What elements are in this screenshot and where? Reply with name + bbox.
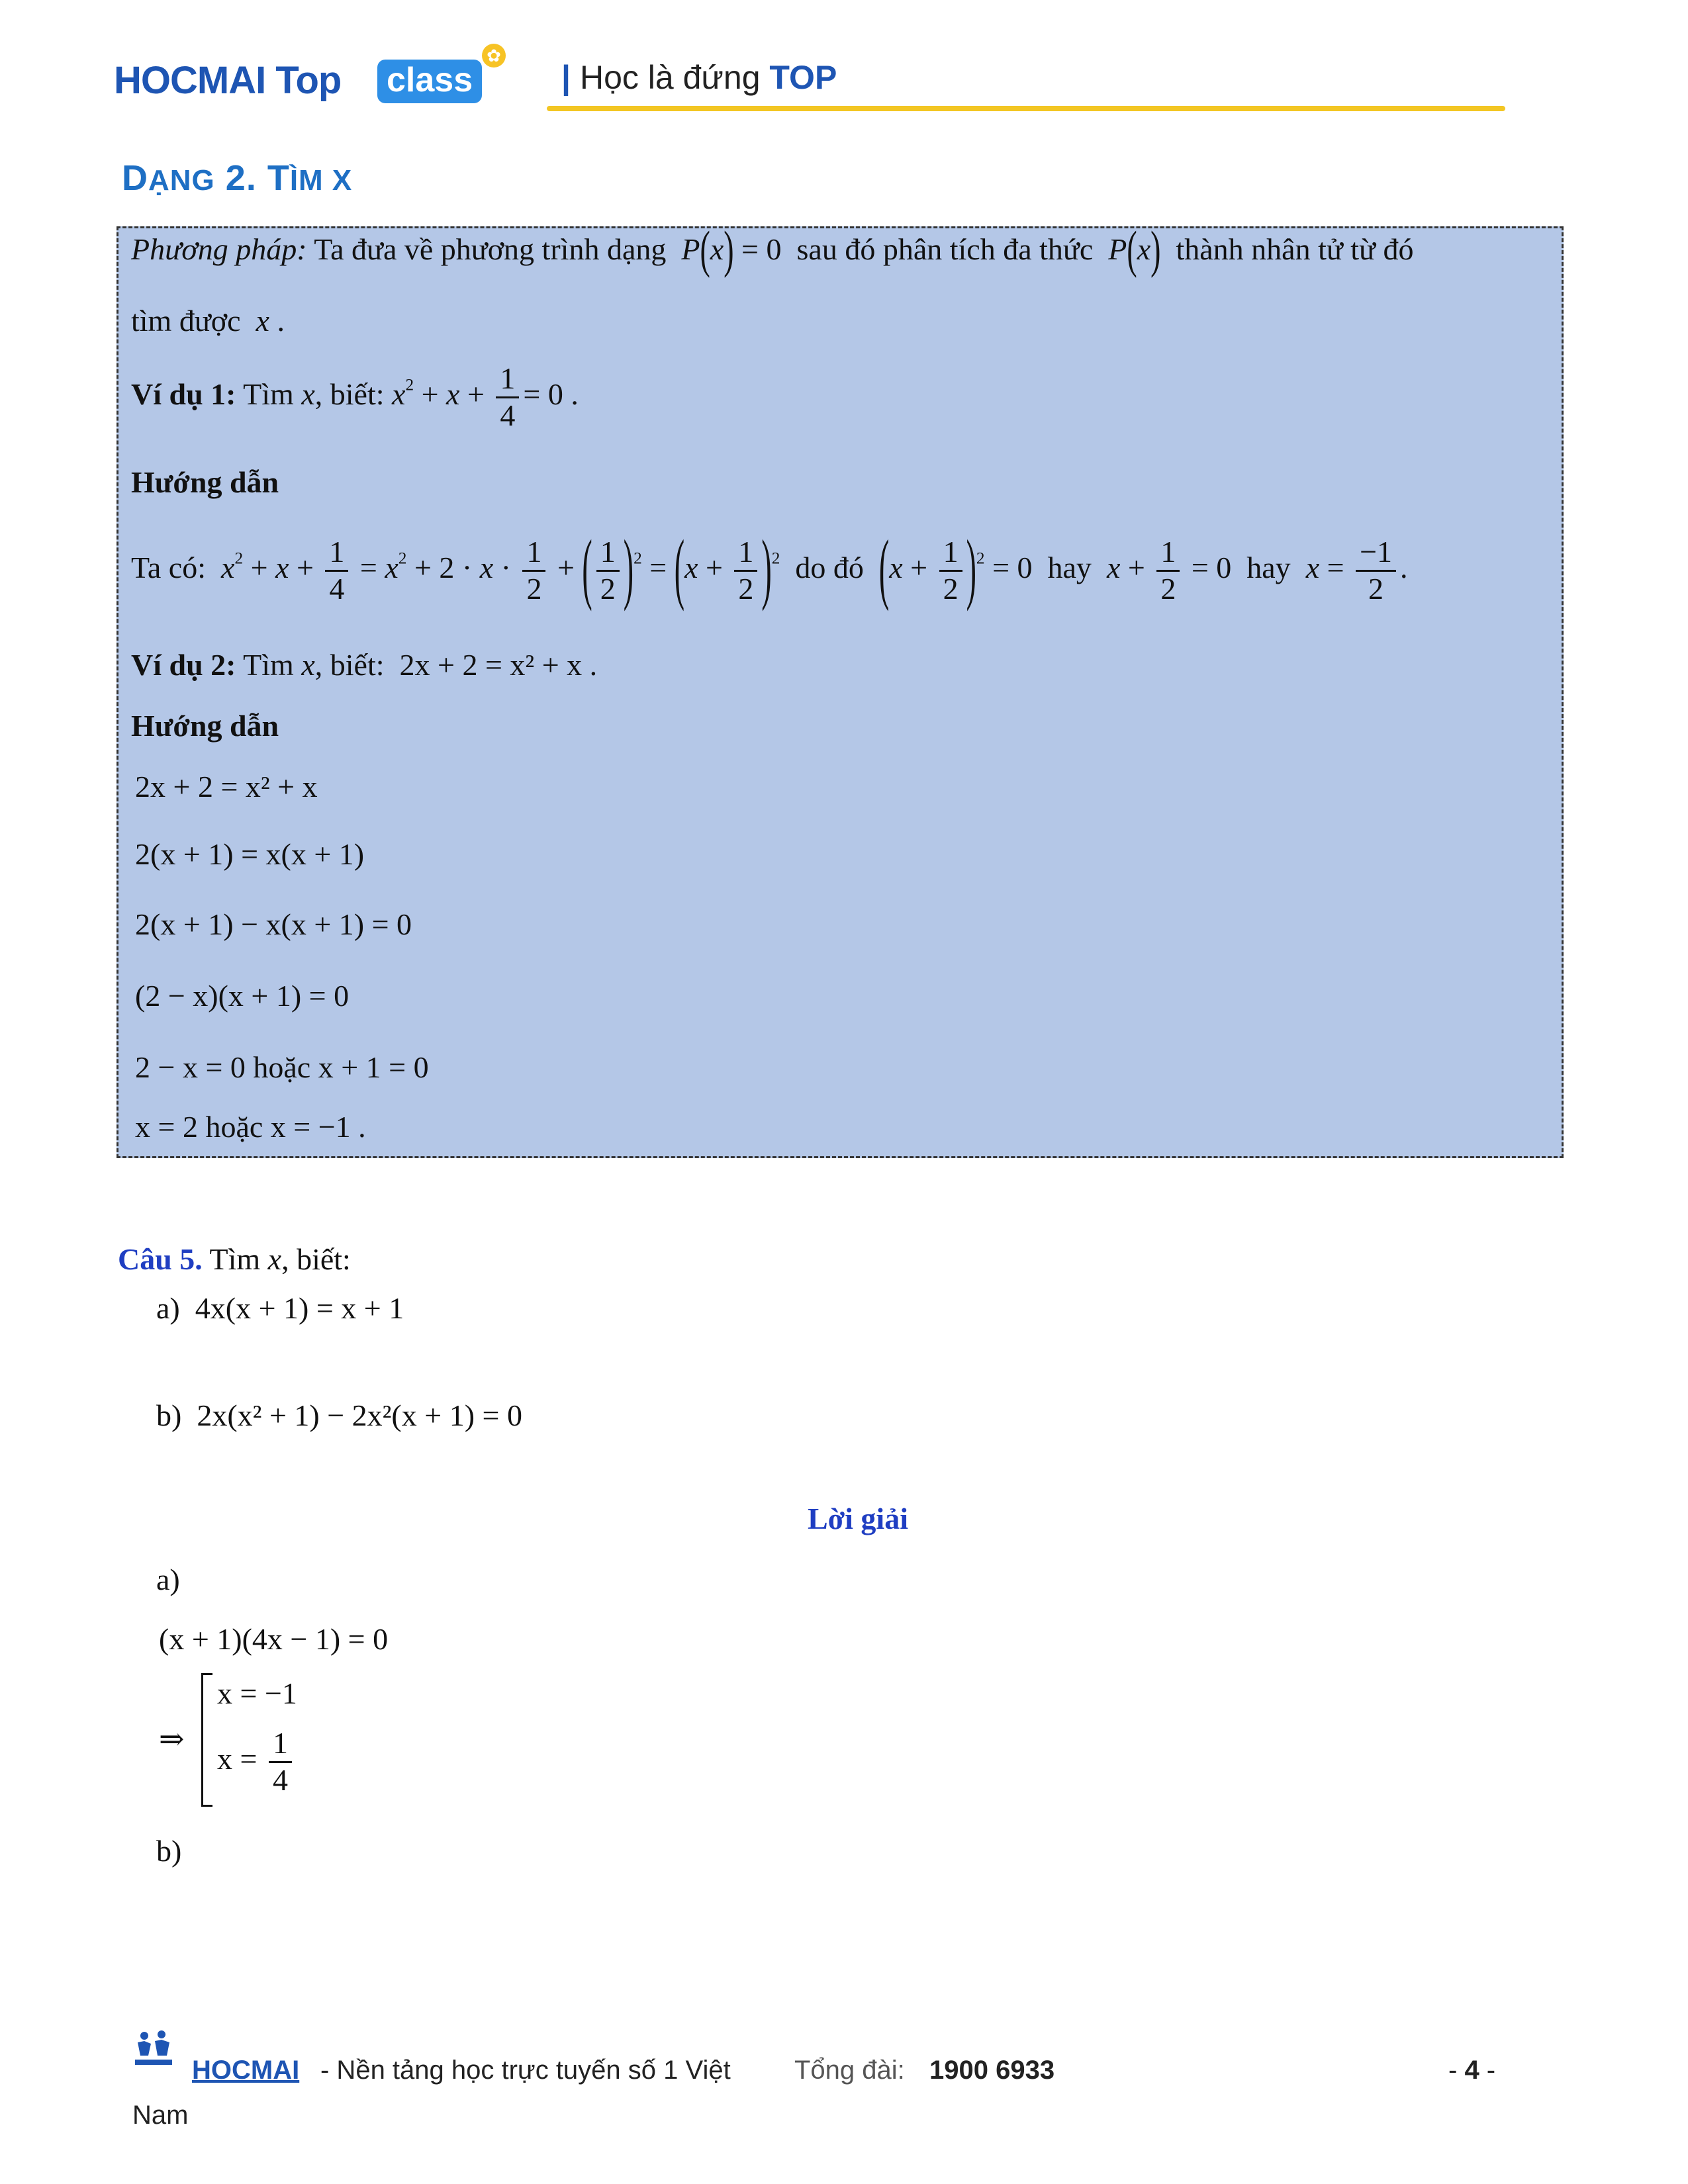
- example2-step: (2 − x)(x + 1) = 0: [135, 979, 350, 1013]
- question5-a: [156, 1291, 404, 1326]
- footer-brand-link[interactable]: HOCMAI: [192, 2056, 300, 2085]
- example2-step: 2(x + 1) = x(x + 1): [135, 837, 365, 871]
- example2-prompt: Tìm: [243, 648, 294, 682]
- example1-hay: hay: [1246, 550, 1291, 584]
- question5-prompt: Tìm: [209, 1242, 261, 1276]
- header-rule: [547, 106, 1505, 111]
- section-title: [122, 158, 352, 199]
- example2-step: 2 − x = 0 hoặc x + 1 = 0: [135, 1050, 429, 1084]
- solution-b-label: b): [156, 1834, 182, 1868]
- example2-equation: 2x + 2 = x² + x .: [399, 648, 598, 682]
- slogan-prefix: Học là đứng: [580, 59, 761, 96]
- logo-class-badge: class: [377, 60, 482, 103]
- section-title-part: ẠNG: [148, 164, 215, 197]
- example1-dodo: do đó: [795, 550, 864, 584]
- example1-statement: Ví dụ 1: Tìm x, biết: $x^2 + x$ + $\frac{1}{4}$ = 0 .: [131, 361, 579, 432]
- page-number-value: 4: [1464, 2056, 1479, 2085]
- slogan: [561, 58, 837, 97]
- method-text: Ta đưa về phương trình dạng: [314, 232, 667, 266]
- logo-top-text: Top: [275, 59, 342, 102]
- question5-label: Câu 5.: [118, 1242, 203, 1276]
- footer-hotline-label: Tổng đài:: [794, 2056, 905, 2085]
- question5-a-equation: 4x(x + 1) = x + 1: [195, 1291, 404, 1325]
- method-text: sau đó phân tích đa thức: [796, 232, 1094, 266]
- example2-guide: Hướng dẫn: [131, 709, 279, 743]
- question5-b-equation: 2x(x² + 1) − 2x²(x + 1) = 0: [197, 1398, 522, 1432]
- example1-prompt2: , biết:: [314, 377, 385, 411]
- method-line-1: Phương pháp: Ta đưa về phương trình dạng P(x) = 0 sau đó phân tích đa thức P(x) thành nhân tử từ đó: [131, 220, 1414, 278]
- solution-title: [808, 1501, 908, 1536]
- example1-prompt: Tìm: [243, 377, 294, 411]
- example2-statement: Ví dụ 2: Tìm x, biết: 2x + 2 = x² + x .: [131, 648, 598, 682]
- example1-solution: Ta có: $x^2 + x$ + $\frac{1}{4}$ = $x^2 + 2 \cdot x$ · $\frac{1}{2}$ + ( $\frac{1}{2}$ )$^2$ = (x + $\frac{1}{2}$ )$^2$ do đó (x + $\frac{1}{2}$ )$^2$ = 0 hay x + $\frac{1}{2}$ = 0 hay x = $\frac{-1}{2}$ .: [131, 523, 1408, 612]
- example1-label: Ví dụ 1:: [131, 377, 236, 411]
- solution-a-label: a): [156, 1563, 180, 1596]
- fraction: $\frac{1}{2}$: [522, 535, 545, 607]
- hocmai-logo: [114, 58, 341, 103]
- example1-taco: Ta có:: [131, 550, 207, 584]
- section-title-part: ÌM X: [289, 164, 353, 197]
- section-title-part: D: [122, 158, 148, 198]
- method-label: Phương pháp:: [131, 232, 307, 266]
- logo-hocmai-text: HOCMAI: [114, 59, 266, 102]
- root-2-lhs: x =: [217, 1741, 258, 1776]
- fraction: $\frac{1}{2}$: [596, 535, 620, 607]
- question5-b-label: b): [156, 1398, 182, 1432]
- footer-hotline: 1900 6933: [929, 2056, 1055, 2085]
- question5-a-label: a): [156, 1291, 180, 1325]
- solution-a-equation: (x + 1)(4x − 1) = 0: [159, 1622, 389, 1656]
- question5-statement: Câu 5. Tìm x, biết:: [118, 1242, 351, 1276]
- root-2: [217, 1726, 296, 1798]
- example2-step: 2(x + 1) − x(x + 1) = 0: [135, 907, 412, 941]
- example2-prompt2: , biết:: [314, 648, 385, 682]
- example1-hay: hay: [1047, 550, 1092, 584]
- slogan-top: TOP: [769, 59, 837, 96]
- example1-guide: Hướng dẫn: [131, 465, 279, 499]
- method-line-2: tìm được x .: [131, 304, 285, 338]
- page-number: - 4 -: [1448, 2056, 1496, 2085]
- slogan-divider: |: [561, 59, 571, 96]
- implies-symbol: ⇒: [159, 1722, 185, 1756]
- fraction: $\frac{1}{4}$: [269, 1726, 292, 1798]
- fraction: $\frac{1}{2}$: [734, 535, 757, 607]
- question5-prompt2: , biết:: [281, 1242, 351, 1276]
- fraction: $\frac{-1}{2}$: [1356, 535, 1396, 607]
- fraction: $\frac{1}{2}$: [1156, 535, 1180, 607]
- method-text: tìm được: [131, 304, 241, 338]
- fraction: $\frac{1}{4}$: [325, 535, 348, 607]
- star-icon: ✿: [482, 44, 506, 68]
- example2-step: x = 2 hoặc x = −1 .: [135, 1110, 366, 1144]
- fraction: $\frac{1}{2}$: [939, 535, 962, 607]
- hocmai-people-icon: [132, 2029, 175, 2070]
- example2-step: 2x + 2 = x² + x: [135, 770, 318, 803]
- example2-label: Ví dụ 2:: [131, 648, 236, 682]
- fraction: $\frac{1}{4}$: [496, 361, 519, 433]
- footer-tagline: - Nền tảng học trực tuyến số 1 Việt: [320, 2056, 731, 2085]
- section-title-part: 2. T: [214, 158, 290, 198]
- question5-b: [156, 1398, 522, 1433]
- method-text: thành nhân tử từ đó: [1176, 232, 1414, 266]
- system-bracket: [201, 1673, 212, 1807]
- root-1: x = −1: [217, 1676, 297, 1710]
- footer-tagline-wrap: Nam: [132, 2101, 189, 2130]
- solution-title-text: Lời giải: [808, 1502, 908, 1535]
